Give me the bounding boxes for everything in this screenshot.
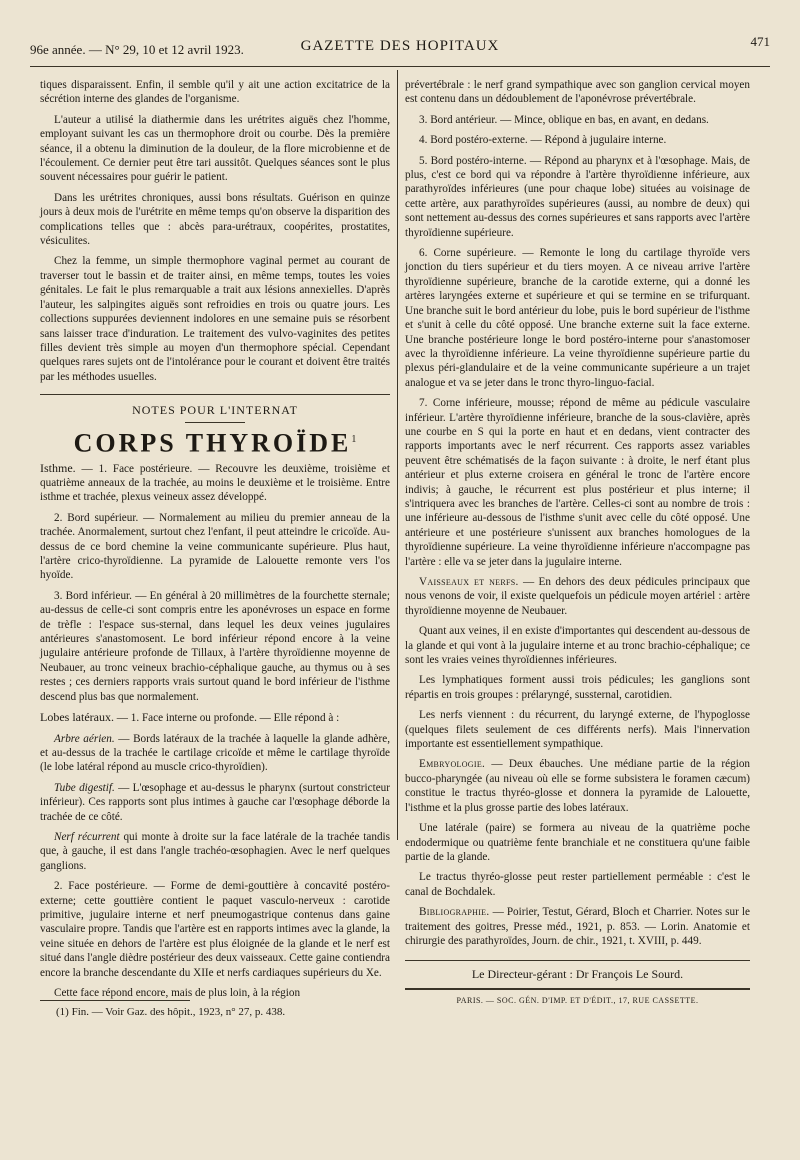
paragraph: [405, 905, 750, 948]
page-header: [30, 30, 770, 64]
section-heading: NOTES POUR L'INTERNAT: [132, 403, 298, 418]
paragraph: [40, 781, 390, 824]
imprint-rule: [405, 988, 750, 990]
right-column: [405, 78, 750, 1008]
paragraph-text: qui monte à droite sur la face latérale de la trachée tandis que, à gauche, il est dans l'angle trachéo-œsophagien. Avec le nerf quelques ganglions.: [40, 830, 391, 872]
paragraph: 2. Bord supérieur. — Normalement au milieu du premier anneau de la trachée. Anormalement, surtout chez l'enfant, il peut atteindre le cricoïde. Au-dessus de ce bord chemine la veine communicante supérieure. Plus haut, l'artère crico-thyroïdienne. La pyramide de Lalouette remonte vers l'os hyoïde.: [40, 511, 390, 582]
paragraph-text: — En dehors des deux pédicules principaux que nous venons de voir, il existe quelquefois un pédicule moyen artériel : artère thyroïdienne moyenne de Neubauer.: [405, 576, 750, 617]
subheading-bibliographie: Bibliographie.: [419, 906, 490, 919]
footnote: (1) Fin. — Voir Gaz. des hôpit., 1923, n° 27, p. 438.: [56, 1006, 286, 1018]
paragraph-text: — L'œsophage et au-dessus le pharynx (surtout constricteur inférieur). Ces rapports sont plus intimes à gauche car l'œsophage déborde la trachée de ce côté.: [40, 781, 390, 823]
director-rule: [405, 960, 750, 961]
paragraph: 3. Bord inférieur. — En général à 20 millimètres de la fourchette sternale; au-dessus de celle-ci sont compris entre les aponévroses un espace en forme de trèfle : l'espace sus-sternal, dans lequel les deux veines jugulaires antérieures s'anastomosent. Le bord inférieur répond encore à la veine jugulaire antérieure profonde de Tillaux, à l'artère thyroïdienne moyenne de Neubauer, au tronc veineux brachio-céphalique gauche, au thymus ou à ses restes ; ces derniers rapports vrais surtout quand le bord inférieur de l'isthme descend plus bas que normalement.: [40, 589, 390, 703]
term-label: Arbre aérien.: [54, 732, 115, 745]
paragraph: [40, 710, 390, 725]
paragraph: Les nerfs viennent : du récurrent, du laryngé externe, de l'hypoglosse (quelques filets seulement de ces différents nerfs). Mais l'innervation importante est essentiellement sympathique.: [405, 709, 750, 751]
term-label: Tube digestif.: [54, 781, 115, 794]
paragraph: 4. Bord postéro-externe. — Répond à jugulaire interne.: [419, 134, 667, 147]
page-number: 471: [750, 34, 770, 49]
paragraph: [40, 732, 390, 775]
header-rule: [30, 66, 770, 67]
director-line: Le Directeur-gérant : Dr François Le Sourd.: [471, 967, 684, 982]
paragraph: 2. Face postérieure. — Forme de demi-gouttière à concavité postéro-externe; cette gouttière contient le paquet vasculo-nerveux : carotide primitive, jugulaire interne et nerf pneumogastrique contenus dans gaine vasculaire propre. Tandis que l'artère est en rapports intimes avec la glande, la veine située en dehors de l'artère est plus éloignée de la glande et le nerf est situé dans l'angle dièdre postérieur des deux vaisseaux. Cette gaine contiendra encore la branche descendante du XIIe et nerfs cardiaques supérieurs du Xe.: [40, 880, 390, 979]
paragraph: Cette face répond encore, mais de plus loin, à la région: [54, 987, 301, 999]
paragraph-text: — 1. Face interne ou profonde. — Elle répond à :: [116, 712, 340, 725]
paragraph-text: — Poirier, Testut, Gérard, Bloch et Charrier. Notes sur le traitement des goitres, Presse méd., 1921, p. 853. — Lorin. Anatomie et chirurgie des parathyroïdes, Journ. de chir., 1921, t. XVIII, p. 449.: [405, 906, 751, 947]
paragraph: 5. Bord postéro-interne. — Répond au pharynx et à l'œsophage. Mais, de plus, c'est ce bord qui va répondre à l'artère thyroïdienne inférieure, aux parathyroïdes inférieures (une pour chaque lobe) situées au voisinage de cette artère, aux parathyroïdes supérieures (aussi, au nombre de deux) qui sont nettement au-dessus des cornes supérieures et sans rapports avec l'artère thyroïdienne supérieure.: [405, 154, 750, 239]
subheading-vaisseaux: Vaisseaux et nerfs.: [419, 576, 519, 588]
paragraph: Chez la femme, un simple thermophore vaginal permet au courant de traverser tout le bassin et de traiter ainsi, en même temps, toutes les voies génitales. Le fait le plus remarquable a trait aux lésions annexielles. D'après l'auteur, les salpingites aiguës sont refroidies en trois ou quatre jours. Les collections suppurées deviennent indolores en une semaine puis se résorbent sans laisser trace d'induration. Le traitement des vulvo-vaginites des petites filles devient très simple au moyen d'un thermophore spécial. Cependant quelques rares sujets ont de l'intolérance pour le courant et doivent être traités par les méthodes usuelles.: [40, 255, 390, 383]
paragraph: 3. Bord antérieur. — Mince, oblique en bas, en avant, en dedans.: [419, 113, 709, 126]
term-label: Nerf récurrent: [54, 830, 120, 843]
paragraph: 6. Corne supérieure. — Remonte le long du cartilage thyroïde vers jonction du tiers supérieur et du tiers moyen. A ce niveau arrive l'artère thyroïdienne supérieure, branche de la carotide externe, qui a donné les artères laryngées externe et supérieure et qui se termine en se trifurquant. Une branche suit le bord antérieur du lobe, puis le bord supérieur de l'isthme et s'unit à celle du côté opposé. Une branche externe suit la face externe. Une branche postérieure longe le bord postéro-interne pour s'anastomoser avec la thyroïdienne inférieure. La veine thyroïdienne supérieure partie du plexus péri-glandulaire et de la veine communicante supérieure a un trajet analogue et va se jeter dans le tronc thyro-linguo-facial.: [405, 247, 750, 389]
paragraph: [40, 830, 390, 873]
paragraph: tiques disparaissent. Enfin, il semble qu'il y ait une action excitatrice de la sécrétion interne des glandes de l'organisme.: [40, 79, 390, 106]
short-rule: [185, 422, 245, 423]
issue-info: 96e année. — N° 29, 10 et 12 avril 1923.: [30, 42, 244, 57]
subheading-lobes: Lobes latéraux.: [40, 710, 114, 725]
paragraph: [405, 575, 750, 618]
paragraph: Une latérale (paire) se formera au niveau de la quatrième poche endodermique ou quatrième fente branchiale et ne constituera qu'une faible partie de la glande.: [405, 822, 750, 863]
paragraph: Le tractus thyréo-glosse peut rester partiellement perméable : c'est le canal de Bochdalek.: [405, 871, 750, 898]
paragraph-text: — 1. Face postérieure. — Recouvre les deuxième, troisième et quatrième anneaux de la trachée, au moins le deuxième et le troisième. Entre isthme et trachée, plexus veineux assez développé.: [40, 462, 391, 504]
subheading-isthme: Isthme.: [40, 460, 76, 475]
paragraph: 7. Corne inférieure, mousse; répond de même au pédicule vasculaire inférieur. L'artère thyroïdienne inférieure, branche de la sous-clavière, après une courbe en S qui la porte en haut et en dedans, vient contracter des rapports importants avec le nerf récurrent. Ces rapports assez variables peuvent être schématisés de la façon suivante : à droite, le nerf étant plus antérieur et plus externe croisera en général le tronc de l'artère encore indivis; à gauche, le récurrent est plus postérieur et plus interne; il s'intriquera avec les branches de l'artère. Celles-ci sont au nombre de trois : une inférieure au-dessous de l'isthme s'unit avec celle du côté opposé. Une antérieure et une postérieure s'unissent aux branches homologues de la thyroïdienne supérieure. La veine thyroïdienne inférieure n'accompagne pas l'artère : elle va se jeter dans la jugulaire interne.: [405, 397, 750, 568]
subheading-embryologie: Embryologie.: [419, 758, 486, 771]
paragraph-text: — Deux ébauches. Une médiane partie de la région bucco-pharyngée (au niveau où elle se forme subsistera le foramen cæcum) constitue le tractus thyréo-glosse et donnera la pyramide de Lalouette, l'isthme et la plus grosse partie des lobes latéraux.: [405, 758, 751, 814]
footnote-rule: [40, 1000, 190, 1001]
section-rule: [40, 394, 390, 395]
paragraph: [405, 757, 750, 815]
footnote-marker: 1: [351, 433, 357, 445]
paragraph: [40, 461, 390, 505]
paragraph: Dans les urétrites chroniques, aussi bons résultats. Guérison en quinze jours à deux mois de l'urétrite en même temps qu'on observe la disparition des complications telles que : abcès para-urétraux, coopérites, prostatites, vésiculites.: [40, 191, 390, 248]
paragraph: L'auteur a utilisé la diathermie dans les urétrites aiguës chez l'homme, employant suivant les cas un thermophore droit ou courbe. Dès la première séance, il a obtenu la diminution de la douleur, de la flore microbienne et de l'écoulement. Ce dernier peut être tari aussitôt. Quelques séances sont le plus souvent nécessaires pour guérir le patient.: [40, 113, 390, 184]
paragraph: Les lymphatiques forment aussi trois pédicules; les ganglions sont répartis en trois groupes : prélaryngé, sussternal, carotidien.: [405, 674, 750, 701]
left-column: [40, 78, 390, 1006]
article-title-text: CORPS THYROÏDE: [73, 428, 352, 458]
paragraph: prévertébrale : le nerf grand sympathique avec son ganglion cervical moyen est contenu dans un dédoublement de l'aponévrose prévertébrale.: [405, 79, 750, 106]
imprint-line: PARIS. — SOC. GÉN. D'IMP. ET D'ÉDIT., 17, RUE CASSETTE.: [456, 995, 699, 1005]
paragraph: Quant aux veines, il en existe d'importantes qui descendent au-dessous de la glande et qui vont à la jugulaire interne et au tronc brachio-céphalique; ce sont les vraies veines thyroïdiennes inférieures.: [405, 625, 750, 667]
paragraph-text: — Bords latéraux de la trachée à laquelle la glande adhère, et au-dessus de la trachée le cartilage cricoïde et même le cartilage thyroïde (le lobe latéral répond au muscle crico-thyroïdien).: [40, 732, 391, 774]
article-title: [40, 428, 390, 458]
column-divider: [397, 70, 398, 840]
journal-title: GAZETTE DES HOPITAUX: [300, 38, 500, 54]
